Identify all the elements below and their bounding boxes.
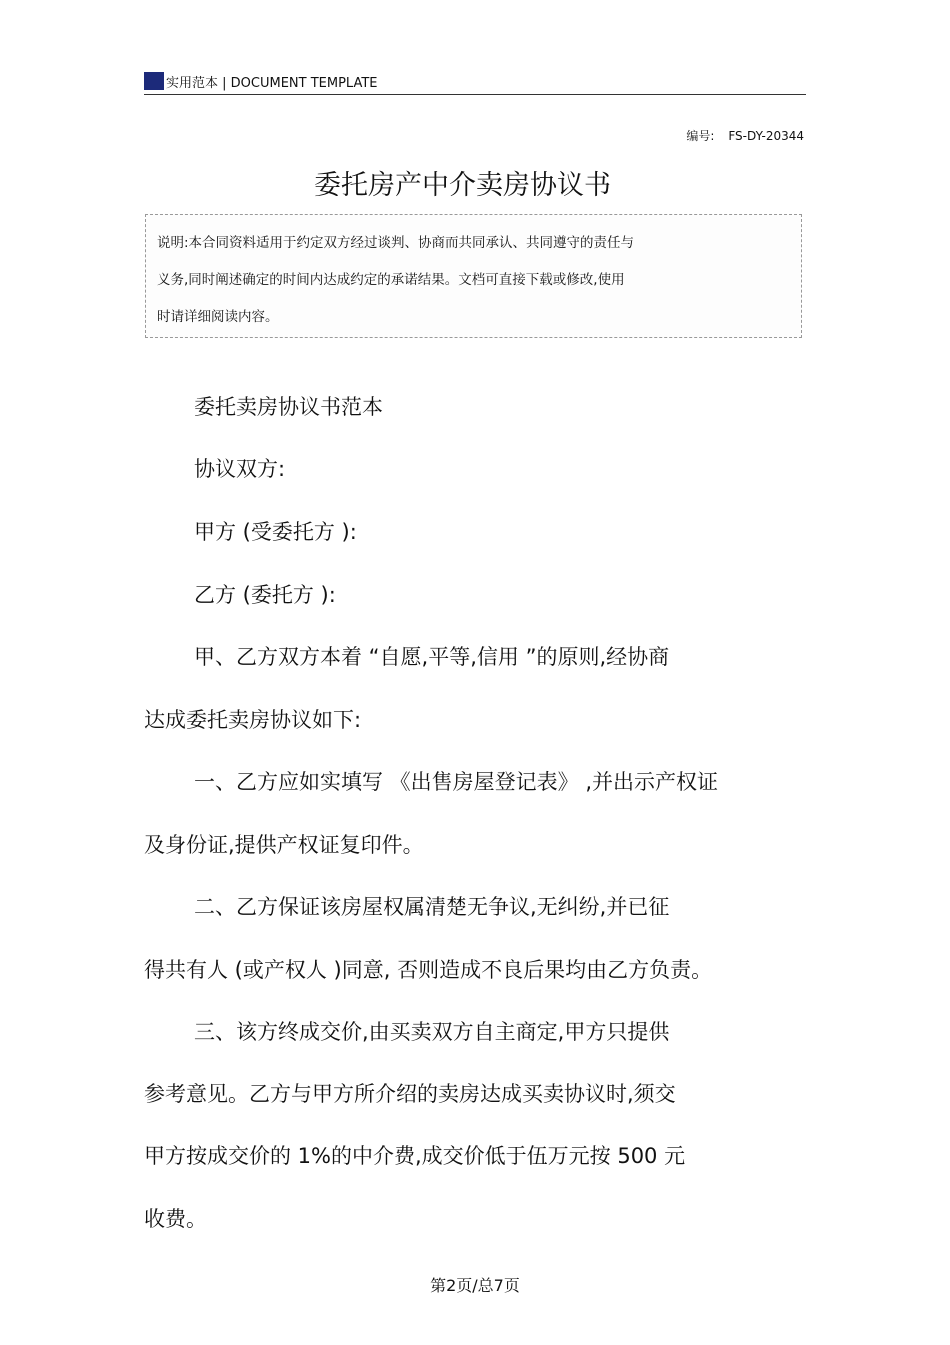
body-line: 甲方按成交价的 1%的中介费,成交价低于伍万元按 500 元 [144, 1144, 686, 1168]
body-line: 三、该方终成交价,由买卖双方自主商定,甲方只提供 [194, 1020, 670, 1044]
body-line: 乙方 (委托方 ): [194, 583, 336, 607]
body-line: 二、乙方保证该房屋权属清楚无争议,无纠纷,并已征 [194, 895, 670, 919]
page-header [144, 70, 806, 95]
header-brand-text: 实用范本 | DOCUMENT TEMPLATE [166, 76, 378, 91]
document-number-label: 编号: [686, 129, 715, 143]
body-line: 收费。 [144, 1207, 207, 1231]
brand-logo-icon [144, 72, 164, 90]
body-line: 及身份证,提供产权证复印件。 [144, 833, 424, 857]
document-number-value: FS-DY-20344 [728, 129, 804, 143]
page-indicator: 第2页/总7页 [430, 1276, 520, 1295]
body-line: 一、乙方应如实填写 《出售房屋登记表》 ,并出示产权证 [194, 770, 719, 794]
notice-box [145, 214, 802, 338]
notice-line: 时请详细阅读内容。 [157, 309, 279, 325]
body-line: 委托卖房协议书范本 [194, 395, 383, 419]
notice-line: 说明:本合同资料适用于约定双方经过谈判、协商而共同承认、共同遵守的责任与 [157, 235, 635, 251]
document-title: 委托房产中介卖房协议书 [314, 170, 611, 201]
body-line: 协议双方: [194, 457, 286, 481]
notice-line: 义务,同时阐述确定的时间内达成约定的承诺结果。文档可直接下载或修改,使用 [157, 272, 625, 288]
body-line: 参考意见。乙方与甲方所介绍的卖房达成买卖协议时,须交 [144, 1082, 676, 1106]
body-line: 甲方 (受委托方 ): [194, 520, 357, 544]
document-number [686, 127, 804, 144]
body-line: 得共有人 (或产权人 )同意, 否则造成不良后果均由乙方负责。 [144, 958, 713, 982]
body-line: 达成委托卖房协议如下: [144, 708, 362, 732]
body-line: 甲、乙方双方本着 “自愿,平等,信用 ”的原则,经协商 [194, 645, 670, 669]
